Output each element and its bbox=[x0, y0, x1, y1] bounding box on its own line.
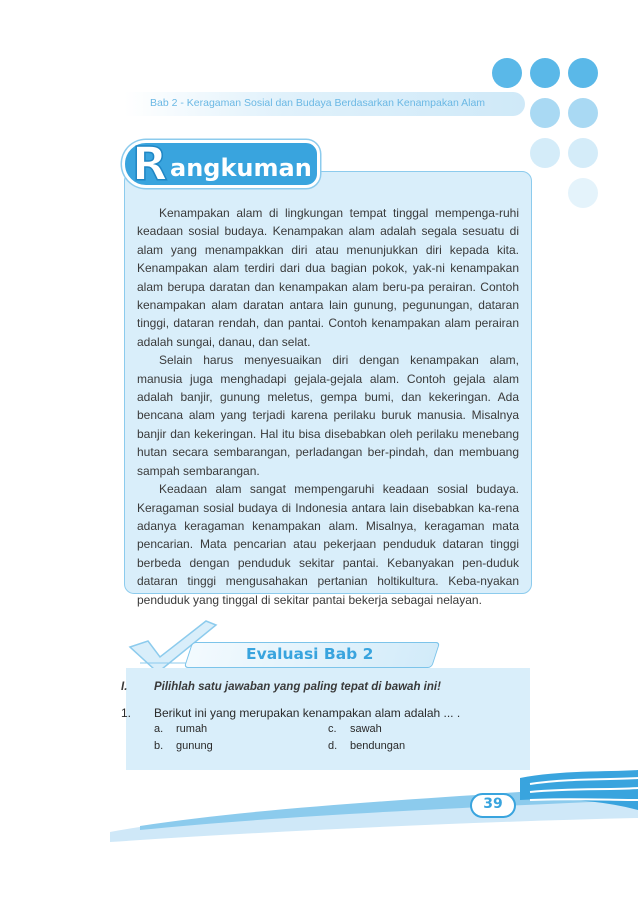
question-number: 1. bbox=[121, 706, 132, 720]
option-c bbox=[328, 723, 382, 735]
option-b bbox=[154, 740, 213, 752]
section-number: I. bbox=[121, 681, 128, 693]
option-text: gunung bbox=[176, 740, 213, 752]
decorative-dot bbox=[568, 98, 598, 128]
question-1 bbox=[121, 706, 460, 720]
decorative-dot bbox=[492, 58, 522, 88]
decorative-dot bbox=[530, 58, 560, 88]
decorative-dot bbox=[568, 178, 598, 208]
option-text: bendungan bbox=[350, 740, 406, 752]
instruction-text: Pilihlah satu jawaban yang paling tepat di bawah ini! bbox=[154, 681, 441, 693]
summary-paragraph: Kenampakan alam di lingkungan tempat tinggal mempenga-ruhi keadaan sosial budaya. Kenampakan alam adalah segala sesuatu di alam yang menampakkan diri atau menunjukkan diri kepada kita. Kenampakan alam terdiri dari dua bagian pokok, yak-ni kenampakan alam berupa daratan dan kenampakan alam beru-pa perairan. Contoh kenampakan alam daratan antara lain gunung, pegunungan, dataran tinggi, dataran rendah, dan pantai. Contoh kenampakan alam perairan adalah sungai, danau, dan selat. bbox=[137, 206, 519, 349]
option-text: sawah bbox=[350, 723, 382, 735]
summary-body bbox=[137, 204, 519, 609]
option-key: a. bbox=[154, 723, 164, 735]
summary-heading-initial: R bbox=[132, 137, 168, 191]
question-text: Berikut ini yang merupakan kenampakan alam adalah ... . bbox=[154, 706, 461, 720]
summary-heading-text: angkuman bbox=[170, 154, 312, 182]
option-d bbox=[328, 740, 405, 752]
evaluation-title: Evaluasi Bab 2 bbox=[246, 645, 374, 663]
summary-paragraph: Selain harus menyesuaikan diri dengan kenampakan alam, manusia juga menghadapi gejala-gejala alam. Contoh gejala alam adalah banjir, gunung meletus, gempa bumi, dan kekeringan. Ada bencana alam yang terjadi karena perilaku buruk manusia. Misalnya banjir dan kekeringan. Hal itu bisa disebabkan oleh perilaku menebang hutan secara sembarangan, perladangan ber-pindah, dan membuang sampah sembarangan. bbox=[137, 353, 519, 478]
decorative-dot bbox=[530, 98, 560, 128]
option-text: rumah bbox=[176, 723, 208, 735]
decorative-dot bbox=[568, 58, 598, 88]
decorative-dot bbox=[568, 138, 598, 168]
option-key: d. bbox=[328, 740, 338, 752]
option-key: c. bbox=[328, 723, 337, 735]
decorative-dot bbox=[530, 138, 560, 168]
page-number: 39 bbox=[483, 796, 503, 812]
option-key: b. bbox=[154, 740, 164, 752]
chapter-title: Bab 2 - Keragaman Sosial dan Budaya Berdasarkan Kenampakan Alam bbox=[150, 97, 486, 109]
summary-paragraph: Keadaan alam sangat mempengaruhi keadaan sosial budaya. Keragaman sosial budaya di Indonesia antara lain disebabkan ka-rena adanya keragaman kenampakan alam. Misalnya, keragaman mata pencarian. Mata pencarian atau pekerjaan penduduk dataran tinggi berbeda dengan penduduk sekitar pantai. Kebanyakan pen-duduk dataran tinggi mengusahakan pertanian holtikultura. Keba-nyakan penduduk yang tinggal di sekitar pantai bekerja sebagai nelayan. bbox=[137, 482, 519, 607]
evaluation-instruction bbox=[121, 681, 441, 693]
footer-swoosh bbox=[110, 770, 638, 842]
option-a bbox=[154, 723, 207, 735]
